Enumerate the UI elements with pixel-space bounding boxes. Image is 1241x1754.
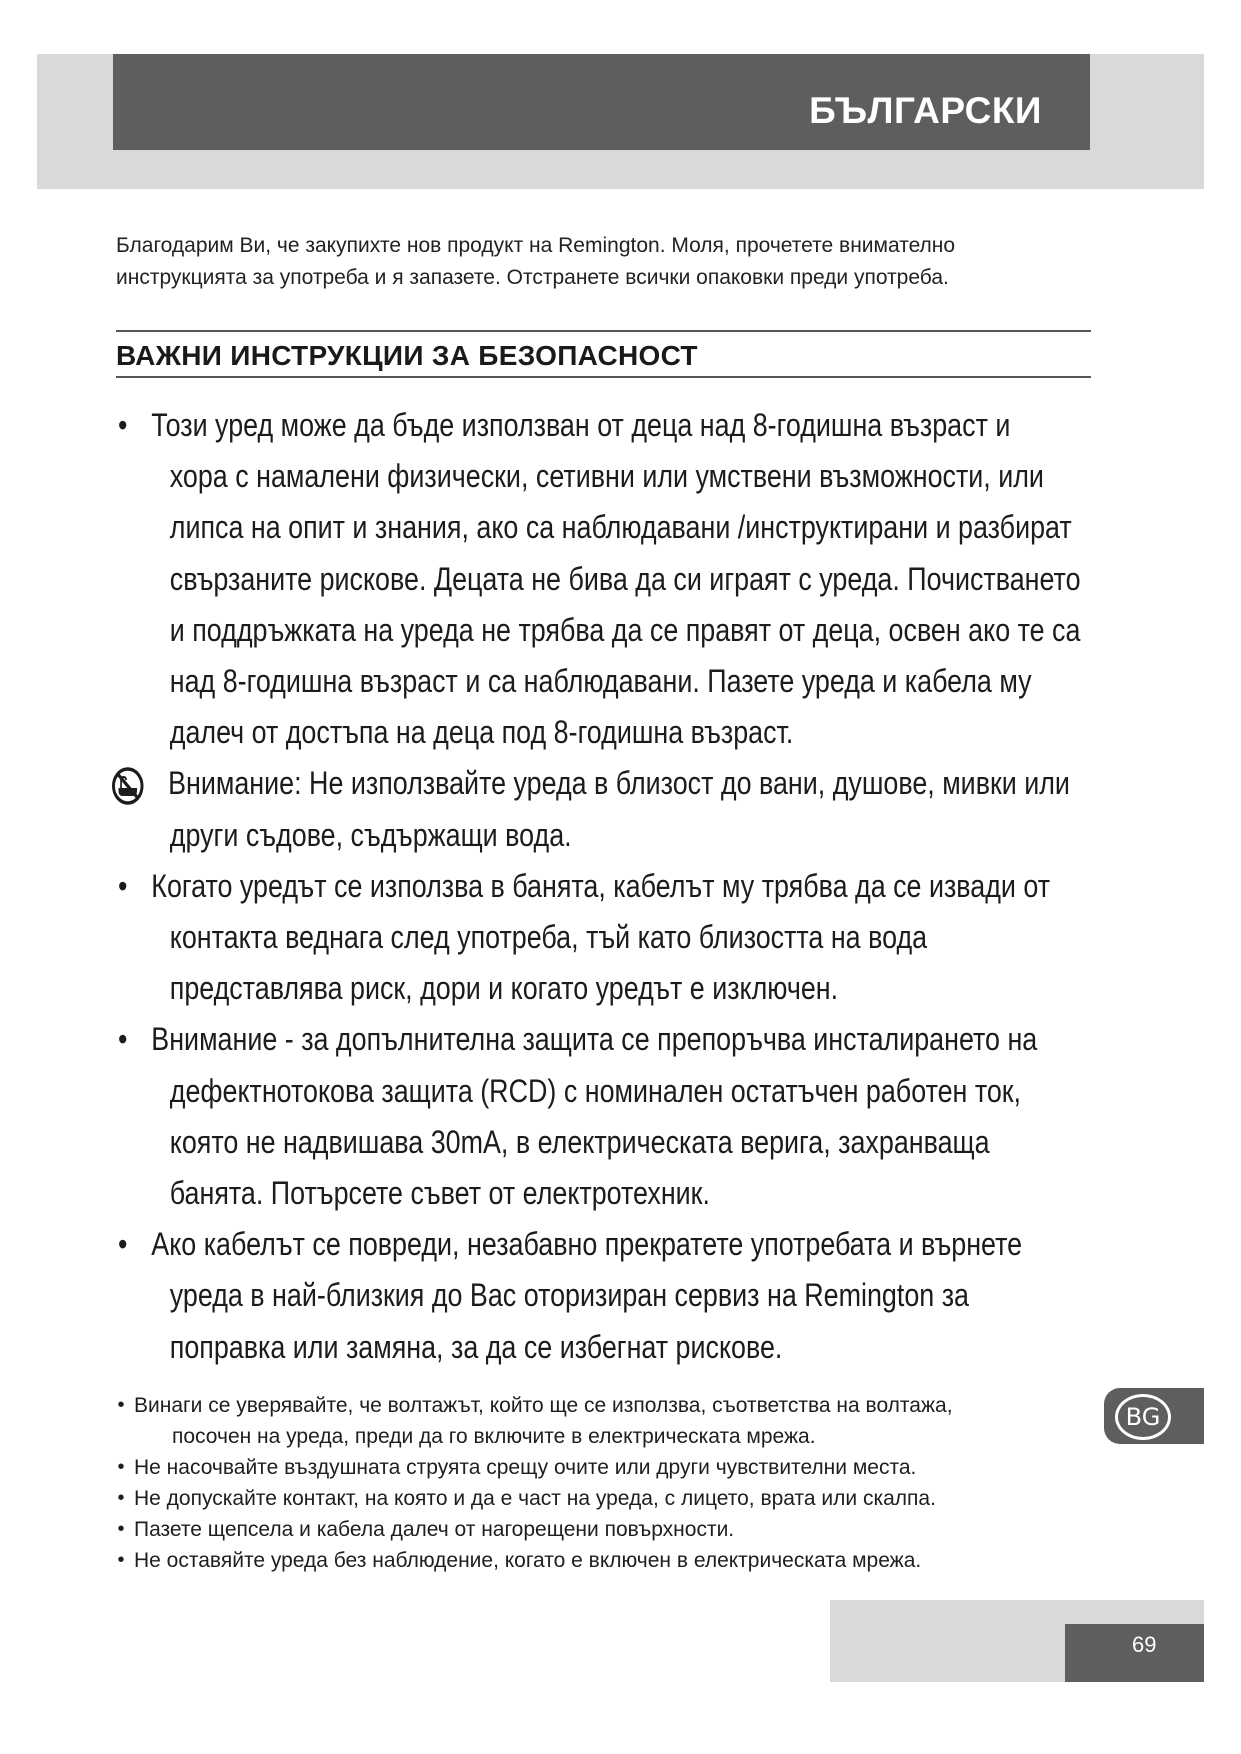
section-rule-bottom — [116, 376, 1091, 378]
header-bar — [113, 54, 1090, 150]
bullet: • — [117, 1518, 125, 1540]
line: Когато уредът се използва в банята, кабелът му трябва да се извади от — [151, 867, 1051, 904]
intro-paragraph — [116, 230, 1076, 294]
line: Пазете щепсела и кабела далеч от нагорещени повърхности. — [134, 1518, 735, 1541]
line: контакта веднага след употреба, тъй като близостта на вода — [169, 919, 928, 956]
intro-line: Благодарим Ви, че закупихте нов продукт на Remington. Моля, прочетете внимателно — [116, 234, 956, 257]
safety-instructions-list — [116, 400, 1107, 1373]
line: Не оставяйте уреда без наблюдение, когато е включен в електрическата мрежа. — [134, 1549, 922, 1572]
line: посочен на уреда, преди да го включите в електрическата мрежа. — [172, 1425, 816, 1448]
line: далеч от достъпа на деца под 8-годишна възраст. — [169, 714, 794, 751]
bullet: • — [117, 1394, 125, 1416]
line: Не насочвайте въздушната струята срещу очите или други чувствителни места. — [134, 1456, 917, 1479]
line: уреда в най-близкия до Вас оторизиран сервиз на Remington за — [169, 1277, 969, 1314]
language-badge — [1104, 1388, 1204, 1444]
list-item — [116, 1514, 1096, 1545]
language-badge-label: BG — [1115, 1394, 1171, 1440]
language-title: БЪЛГАРСКИ — [809, 90, 1042, 131]
line: банята. Потърсете съвет от електротехник. — [169, 1175, 710, 1212]
additional-instructions-list — [116, 1390, 1096, 1576]
line: други съдове, съдържащи вода. — [169, 816, 572, 853]
line: дефектнотокова защита (RCD) с номинален остатъчен работен ток, — [169, 1072, 1022, 1109]
line: и поддръжката на уреда не трябва да се правят от деца, освен ако те са — [169, 611, 1081, 648]
line: Ако кабелът се повреди, незабавно прекратете употребата и върнете — [151, 1226, 1023, 1263]
line: липса на опит и знания, ако са наблюдавани /инструктирани и разбират — [169, 509, 1072, 546]
bullet: • — [118, 1021, 128, 1058]
list-item — [116, 1545, 1096, 1576]
line: Внимание: Не използвайте уреда в близост до вани, душове, мивки или — [168, 765, 1070, 802]
line: която не надвишава 30mA, в електрическата верига, захранваща — [169, 1123, 990, 1160]
bullet: • — [117, 1487, 125, 1509]
list-item-warning — [116, 758, 1107, 860]
line: поправка или замяна, за да се избегнат рискове. — [169, 1328, 783, 1365]
list-item — [116, 1219, 1107, 1373]
list-item — [116, 1452, 1096, 1483]
list-item — [116, 400, 1107, 758]
bullet: • — [118, 1226, 128, 1263]
bullet: • — [118, 867, 128, 904]
line: представлява риск, дори и когато уредът е изключен. — [169, 970, 839, 1007]
bullet: • — [117, 1456, 125, 1478]
intro-line: инструкцията за употреба и я запазете. Отстранете всички опаковки преди употреба. — [116, 266, 949, 289]
line: Този уред може да бъде използван от деца над 8-годишна възраст и — [151, 407, 1011, 443]
line: свързаните рискове. Децата не бива да си играят с уреда. Почистването — [169, 560, 1081, 597]
line: хора с намалени физически, сетивни или умствени възможности, или — [169, 458, 1044, 495]
page-number: 69 — [1132, 1632, 1157, 1657]
list-item — [116, 1390, 1096, 1452]
bullet: • — [117, 1549, 125, 1571]
bullet: • — [118, 407, 128, 443]
section-title: ВАЖНИ ИНСТРУКЦИИ ЗА БЕЗОПАСНОСТ — [116, 340, 698, 371]
line: над 8-годишна възраст и са наблюдавани. Пазете уреда и кабела му — [169, 663, 1032, 700]
list-item — [116, 1483, 1096, 1514]
list-item — [116, 861, 1107, 1015]
line: Внимание - за допълнителна защита се препоръчва инсталирането на — [151, 1021, 1038, 1058]
section-rule-top — [116, 330, 1091, 332]
no-bathtub-warning-icon — [111, 766, 145, 806]
list-item — [116, 1014, 1107, 1219]
line: Винаги се уверявайте, че волтажът, който ще се използва, съответства на волтажа, — [134, 1394, 953, 1417]
line: Не допускайте контакт, на която и да е част на уреда, с лицето, врата или скалпа. — [134, 1487, 936, 1510]
